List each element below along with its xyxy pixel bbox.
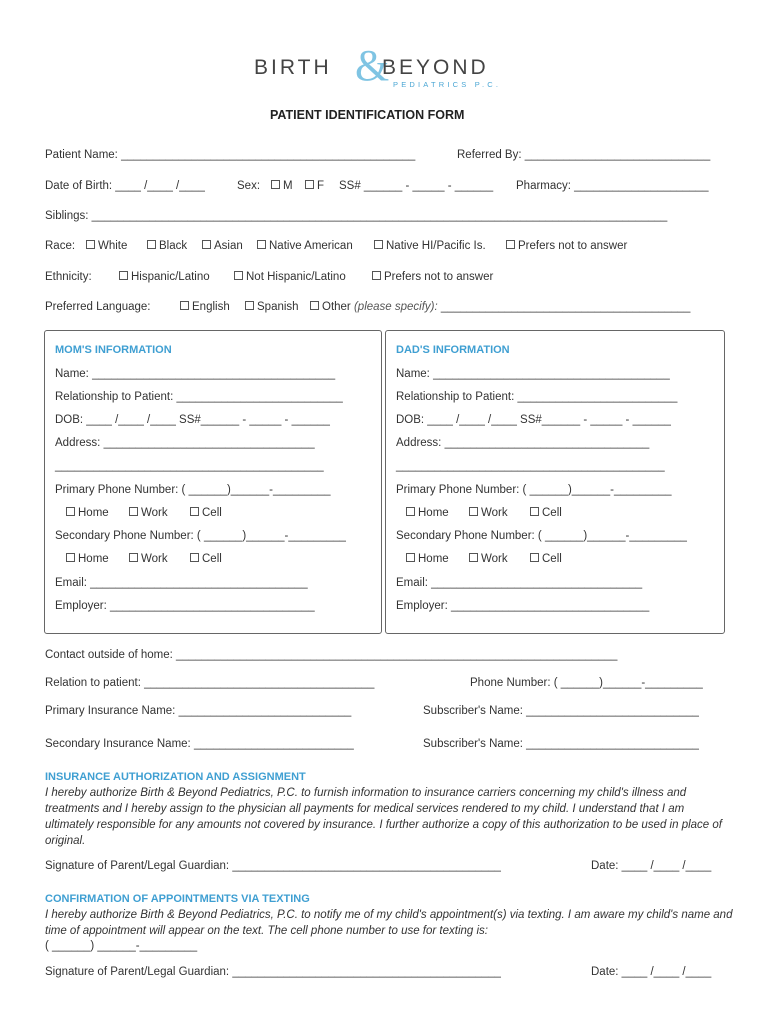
language-english-checkbox[interactable]: English bbox=[180, 301, 230, 313]
dad-secondary-phone-field[interactable]: Secondary Phone Number: ( ______)______-_________ bbox=[396, 530, 687, 542]
race-asian-checkbox[interactable]: Asian bbox=[202, 240, 243, 252]
mom-secondary-cell-checkbox[interactable]: Cell bbox=[190, 553, 222, 565]
secondary-subscriber-field[interactable]: Subscriber's Name: ___________________________ bbox=[423, 738, 699, 750]
checkbox-icon bbox=[190, 507, 199, 516]
checkbox-icon bbox=[119, 271, 128, 280]
race-native-american-checkbox[interactable]: Native American bbox=[257, 240, 353, 252]
texting-text: I hereby authorize Birth & Beyond Pediatrics, P.C. to notify me of my child's appointment(s) via texting. I am aware my child's name and time of appointment will appear on the text. The cell phone number to use for texting is: bbox=[45, 909, 733, 937]
mom-name-field[interactable]: Name: ______________________________________ bbox=[55, 368, 336, 380]
dad-secondary-work-checkbox[interactable]: Work bbox=[469, 553, 508, 565]
dad-primary-work-checkbox[interactable]: Work bbox=[469, 507, 508, 519]
primary-insurance-field[interactable]: Primary Insurance Name: ___________________________ bbox=[45, 705, 352, 717]
secondary-insurance-field[interactable]: Secondary Insurance Name: _________________________ bbox=[45, 738, 354, 750]
checkbox-icon bbox=[310, 301, 319, 310]
mom-address-line2[interactable]: __________________________________________ bbox=[55, 460, 324, 472]
sex-label: Sex: bbox=[237, 180, 261, 192]
race-black-checkbox[interactable]: Black bbox=[147, 240, 187, 252]
race-pacific-checkbox[interactable]: Native HI/Pacific Is. bbox=[374, 240, 486, 252]
language-other-checkbox[interactable]: Other (please specify): _______________________________________ bbox=[310, 301, 690, 313]
mom-primary-cell-checkbox[interactable]: Cell bbox=[190, 507, 222, 519]
checkbox-icon bbox=[202, 240, 211, 249]
checkbox-icon bbox=[406, 553, 415, 562]
dad-address-line2[interactable]: __________________________________________ bbox=[396, 460, 665, 472]
mom-section-title: MOM'S INFORMATION bbox=[55, 344, 172, 356]
patient-name-field[interactable]: Patient Name: ______________________________________________ bbox=[45, 149, 416, 161]
mom-dob-ss-field[interactable]: DOB: ____ /____ /____ SS#______ - _____ - ______ bbox=[55, 414, 330, 426]
checkbox-icon bbox=[530, 553, 539, 562]
dad-section-title: DAD'S INFORMATION bbox=[396, 344, 510, 356]
dad-relationship-field[interactable]: Relationship to Patient: _________________________ bbox=[396, 391, 678, 403]
race-label: Race: bbox=[45, 240, 76, 252]
race-white-checkbox[interactable]: White bbox=[86, 240, 127, 252]
checkbox-icon bbox=[147, 240, 156, 249]
form-title: PATIENT IDENTIFICATION FORM bbox=[270, 108, 465, 122]
dad-dob-ss-field[interactable]: DOB: ____ /____ /____ SS#______ - _____ - ______ bbox=[396, 414, 671, 426]
sex-m-checkbox[interactable]: M bbox=[271, 180, 293, 192]
language-other-line: _______________________________________ bbox=[440, 301, 691, 313]
checkbox-icon bbox=[372, 271, 381, 280]
language-spanish-checkbox[interactable]: Spanish bbox=[245, 301, 299, 313]
checkbox-icon bbox=[271, 180, 280, 189]
logo bbox=[254, 41, 524, 96]
dad-email-field[interactable]: Email: _________________________________ bbox=[396, 577, 643, 589]
checkbox-icon bbox=[257, 240, 266, 249]
insurance-auth-text: I hereby authorize Birth & Beyond Pediatrics, P.C. to furnish information to insurance carriers concerning my child's illness and treatments and I hereby assign to the physician all payments for medical services rendered to my child. I understand that I am ultimately responsible for any amounts not covered by insurance. I further authorize a copy of this authorization to be used in place of original. bbox=[45, 787, 722, 847]
mom-primary-phone-field[interactable]: Primary Phone Number: ( ______)______-_________ bbox=[55, 484, 331, 496]
dob-field[interactable]: Date of Birth: ____ /____ /____ bbox=[45, 180, 205, 192]
relation-to-patient-field[interactable]: Relation to patient: ____________________________________ bbox=[45, 677, 375, 689]
mom-email-field[interactable]: Email: __________________________________ bbox=[55, 577, 308, 589]
texting-date-field[interactable]: Date: ____ /____ /____ bbox=[591, 966, 712, 978]
mom-primary-work-checkbox[interactable]: Work bbox=[129, 507, 168, 519]
dad-secondary-cell-checkbox[interactable]: Cell bbox=[530, 553, 562, 565]
mom-secondary-phone-field[interactable]: Secondary Phone Number: ( ______)______-_________ bbox=[55, 530, 346, 542]
siblings-field[interactable]: Siblings: __________________________________________________________________________________________ bbox=[45, 210, 668, 222]
referred-by-field[interactable]: Referred By: _____________________________ bbox=[457, 149, 711, 161]
dad-employer-field[interactable]: Employer: _______________________________ bbox=[396, 600, 650, 612]
checkbox-icon bbox=[374, 240, 383, 249]
dad-primary-home-checkbox[interactable]: Home bbox=[406, 507, 449, 519]
ethnicity-prefers-not-checkbox[interactable]: Prefers not to answer bbox=[372, 271, 493, 283]
primary-subscriber-field[interactable]: Subscriber's Name: ___________________________ bbox=[423, 705, 699, 717]
dad-primary-phone-field[interactable]: Primary Phone Number: ( ______)______-_________ bbox=[396, 484, 672, 496]
mom-primary-home-checkbox[interactable]: Home bbox=[66, 507, 109, 519]
pharmacy-field[interactable]: Pharmacy: _____________________ bbox=[516, 180, 709, 192]
language-specify-hint: (please specify): bbox=[353, 301, 438, 313]
checkbox-icon bbox=[129, 553, 138, 562]
ethnicity-label: Ethnicity: bbox=[45, 271, 92, 283]
checkbox-icon bbox=[66, 553, 75, 562]
texting-phone-field[interactable]: ( ______) ______-_________ bbox=[45, 940, 198, 952]
mom-employer-field[interactable]: Employer: ________________________________ bbox=[55, 600, 315, 612]
dad-name-field[interactable]: Name: _____________________________________ bbox=[396, 368, 670, 380]
dad-address-field[interactable]: Address: ________________________________ bbox=[396, 437, 650, 449]
checkbox-icon bbox=[234, 271, 243, 280]
logo-ampersand: & bbox=[355, 41, 390, 90]
insurance-auth-title: INSURANCE AUTHORIZATION AND ASSIGNMENT bbox=[45, 771, 306, 783]
dad-secondary-home-checkbox[interactable]: Home bbox=[406, 553, 449, 565]
logo-right-word: BEYOND bbox=[382, 56, 489, 79]
race-prefers-not-checkbox[interactable]: Prefers not to answer bbox=[506, 240, 627, 252]
ss-field[interactable]: SS# ______ - _____ - ______ bbox=[339, 180, 494, 192]
checkbox-icon bbox=[469, 507, 478, 516]
mom-secondary-work-checkbox[interactable]: Work bbox=[129, 553, 168, 565]
mom-address-field[interactable]: Address: _________________________________ bbox=[55, 437, 315, 449]
checkbox-icon bbox=[180, 301, 189, 310]
checkbox-icon bbox=[245, 301, 254, 310]
language-label: Preferred Language: bbox=[45, 301, 151, 313]
checkbox-icon bbox=[506, 240, 515, 249]
checkbox-icon bbox=[66, 507, 75, 516]
relation-phone-field[interactable]: Phone Number: ( ______)______-_________ bbox=[470, 677, 703, 689]
checkbox-icon bbox=[530, 507, 539, 516]
sex-f-checkbox[interactable]: F bbox=[305, 180, 324, 192]
auth-signature-field[interactable]: Signature of Parent/Legal Guardian: __________________________________________ bbox=[45, 860, 501, 872]
texting-title: CONFIRMATION OF APPOINTMENTS VIA TEXTING bbox=[45, 893, 310, 905]
texting-signature-field[interactable]: Signature of Parent/Legal Guardian: __________________________________________ bbox=[45, 966, 501, 978]
ethnicity-not-hispanic-checkbox[interactable]: Not Hispanic/Latino bbox=[234, 271, 346, 283]
mom-relationship-field[interactable]: Relationship to Patient: __________________________ bbox=[55, 391, 343, 403]
checkbox-icon bbox=[129, 507, 138, 516]
checkbox-icon bbox=[469, 553, 478, 562]
auth-date-field[interactable]: Date: ____ /____ /____ bbox=[591, 860, 712, 872]
logo-left-word: BIRTH bbox=[254, 56, 332, 79]
checkbox-icon bbox=[86, 240, 95, 249]
mom-secondary-home-checkbox[interactable]: Home bbox=[66, 553, 109, 565]
dad-primary-cell-checkbox[interactable]: Cell bbox=[530, 507, 562, 519]
logo-subtitle: PEDIATRICS P.C. bbox=[393, 80, 502, 89]
ethnicity-hispanic-checkbox[interactable]: Hispanic/Latino bbox=[119, 271, 210, 283]
checkbox-icon bbox=[406, 507, 415, 516]
checkbox-icon bbox=[305, 180, 314, 189]
checkbox-icon bbox=[190, 553, 199, 562]
contact-outside-home-field[interactable]: Contact outside of home: _____________________________________________________________________ bbox=[45, 649, 618, 661]
